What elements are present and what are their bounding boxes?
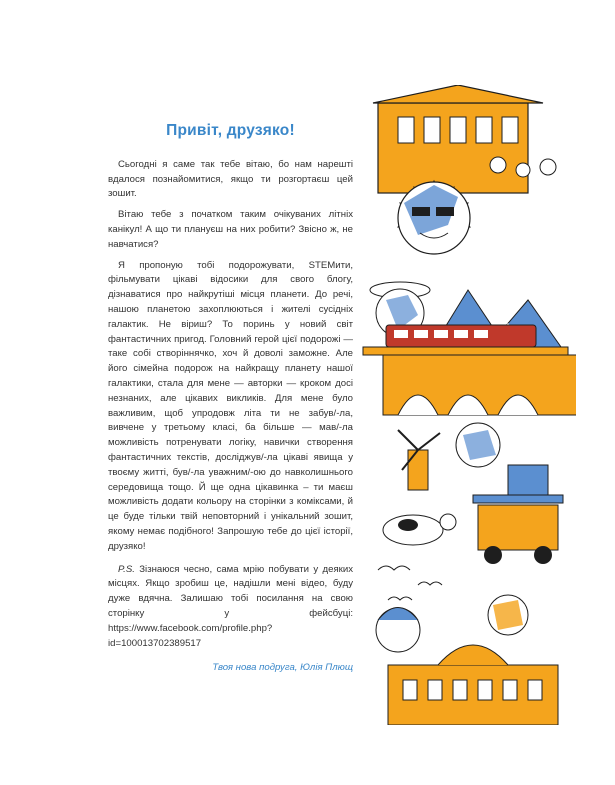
- windmill-illustration: [398, 423, 548, 495]
- author-signature: Твоя нова подруга, Юлія Плющ: [212, 662, 353, 674]
- golf-cart-illustration: [473, 495, 563, 564]
- postscript-text: Зізнаюся чесно, сама мрію побувати у деяких місцях. Якщо зробиш це, надішли мені відео, буду дуже вдячна. Залишаю тобі посилання на свою сторінку у фейсбуці: https://www.facebook.com/profile.php?id=100013702389517: [108, 563, 353, 649]
- paragraph-greeting: Сьогодні я саме так тебе вітаю, бо нам нарешті вдалося познайомитися, якщо ти розгортаєш цей зошит.: [108, 158, 353, 200]
- building-top-illustration: [373, 85, 556, 193]
- page-title: Привіт, друзяко!: [166, 122, 295, 139]
- cow-illustration: [383, 514, 456, 545]
- paragraph-invitation: Я пропоную тобі подорожувати, STEMити, фільмувати цікаві відосики для свого блогу, дізнаватися про найкрутіші місця планети. До речі, нашою планетою захоплюються і жителі сусідніх галактик. Не віриш? То поринь у новий світ фантастичних пригод. Головний герой цієї подорожі — таке собі створіннячко, хоч й доволі заможне. Але його сімейна подорож на найкращу планету нашої галактики, стала для мене — авторки — кроком досі незнаних, але цікавих викликів. Для мене було важливим, щоб упродовж літа ти не забув/-ла, вивчене у третьому класі, ба більше — мав/-ла можливість потренувати логіку, навички створення фантастичних текстів, досліджув/-ла цікаві явища у твоєму житті, був/-ла уважним/-ою до навколишнього середовища тощо. Й ще одна цікавинка – ти маєш можливість додати кольору на сторінки з комiксами, й це буде тільки твій неповторний і унікальний зошит, якому немає подібного! Запрошую тебе до цієї історії, друзяко!: [108, 259, 353, 552]
- postscript: [108, 563, 353, 652]
- text-column: [108, 124, 353, 676]
- building-bottom-illustration: [388, 645, 558, 725]
- paragraph-holidays: Вітаю тебе з початком таким очікуваних літніх канікул! А що ти плануєш на них робити? Звісно ж, не навчатися?: [108, 209, 353, 250]
- birds-illustration: [378, 566, 442, 600]
- illustration-svg: [358, 85, 576, 725]
- characters-bottom-illustration: [376, 595, 528, 652]
- sun-character-illustration: [398, 181, 470, 254]
- postscript-label: P.S.: [118, 563, 135, 575]
- travel-illustration: [358, 85, 576, 725]
